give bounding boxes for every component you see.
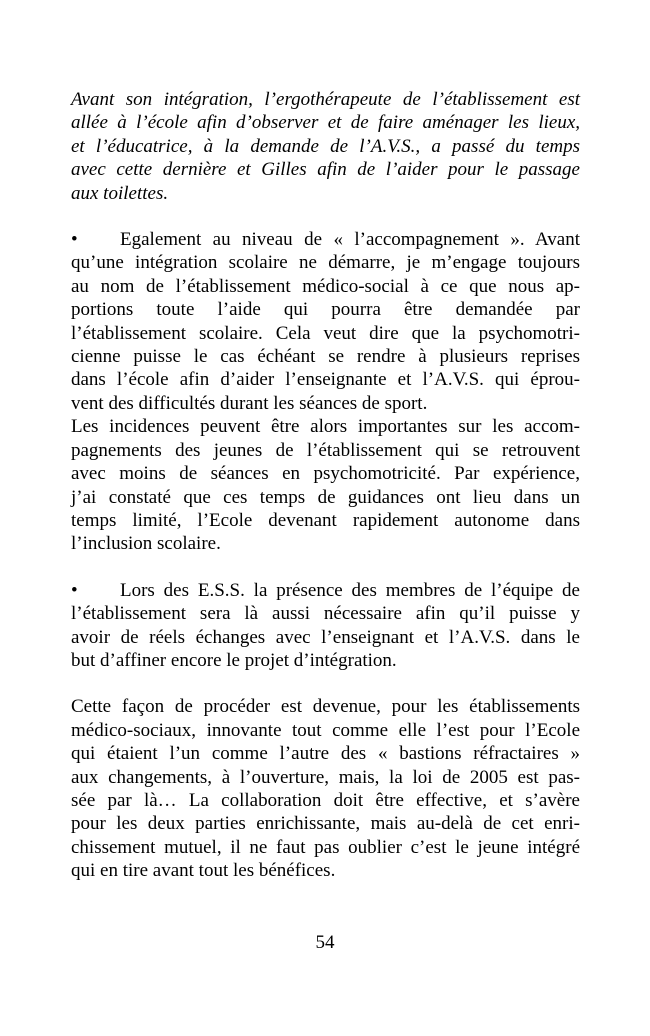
text-line: médico-sociaux, innovante tout comme elle l’est pour l’Ecole bbox=[71, 719, 580, 741]
bullet-marker-icon: • bbox=[71, 229, 78, 251]
text-block bbox=[71, 88, 580, 883]
text-line: avoir de réels échanges avec l’enseignant et l’A.V.S. dans le bbox=[71, 626, 580, 648]
text-line: cienne puisse le cas échéant se rendre à plusieurs reprises bbox=[71, 346, 580, 368]
text-line: aux changements, à l’ouverture, mais, la loi de 2005 est pas- bbox=[71, 766, 580, 788]
bullet-paragraph bbox=[71, 228, 580, 415]
text-line: avec moins de séances en psychomotricité. Par expérience, bbox=[71, 463, 580, 485]
text-line: • Egalement au niveau de « l’accompagnement ». Avant bbox=[71, 229, 580, 251]
text-line: j’ai constaté que ces temps de guidances ont lieu dans un bbox=[71, 486, 580, 508]
text-line: avec cette dernière et Gilles afin de l’aider pour le passage bbox=[71, 159, 580, 181]
text-line: Cette façon de procéder est devenue, pour les établissements bbox=[71, 696, 580, 718]
text-line: aux toilettes. bbox=[71, 182, 169, 204]
text-line: qui en tire avant tout les bénéfices. bbox=[71, 860, 336, 882]
text-line: l’inclusion scolaire. bbox=[71, 533, 221, 555]
paragraph bbox=[71, 695, 580, 882]
bullet-marker-icon: • bbox=[71, 579, 78, 601]
text-line: l’établissement scolaire. Cela veut dire que la psychomotri- bbox=[71, 322, 580, 344]
text-line: dans l’école afin d’aider l’enseignante et l’A.V.S. qui éprou- bbox=[71, 369, 580, 391]
text-line: sée par là… La collaboration doit être effective, et s’avère bbox=[71, 789, 580, 811]
paragraph bbox=[71, 415, 580, 555]
text-line: allée à l’école afin d’observer et de faire aménager les lieux, bbox=[71, 112, 580, 134]
text-line: Les incidences peuvent être alors importantes sur les accom- bbox=[71, 416, 580, 438]
text-line: • Lors des E.S.S. la présence des membres de l’équipe de bbox=[71, 579, 580, 601]
text-line: au nom de l’établissement médico-social à ce que nous ap- bbox=[71, 275, 580, 297]
bullet-paragraph bbox=[71, 579, 580, 673]
text-line: but d’affiner encore le projet d’intégration. bbox=[71, 649, 397, 671]
text-line: Avant son intégration, l’ergothérapeute de l’établissement est bbox=[71, 89, 580, 110]
text-line: temps limité, l’Ecole devenant rapidement autonome dans bbox=[71, 509, 580, 531]
text-line: pagnements des jeunes de l’établissement qui se retrouvent bbox=[71, 439, 580, 461]
text-line: qu’une intégration scolaire ne démarre, je m’engage toujours bbox=[71, 252, 580, 274]
text-line: chissement mutuel, il ne faut pas oublier c’est le jeune intégré bbox=[71, 836, 580, 858]
text-line: et l’éducatrice, à la demande de l’A.V.S., a passé du temps bbox=[71, 135, 580, 157]
paragraph bbox=[71, 88, 580, 205]
text-line: pour les deux parties enrichissante, mais au-delà de cet enri- bbox=[71, 813, 580, 835]
text-line: portions toute l’aide qui pourra être demandée par bbox=[71, 299, 580, 321]
text-line: vent des difficultés durant les séances de sport. bbox=[71, 392, 428, 414]
text-line: qui étaient l’un comme l’autre des « bastions réfractaires » bbox=[71, 743, 580, 765]
page-number: 54 bbox=[315, 932, 335, 953]
text-line: l’établissement sera là aussi nécessaire afin qu’il puisse y bbox=[71, 603, 580, 625]
